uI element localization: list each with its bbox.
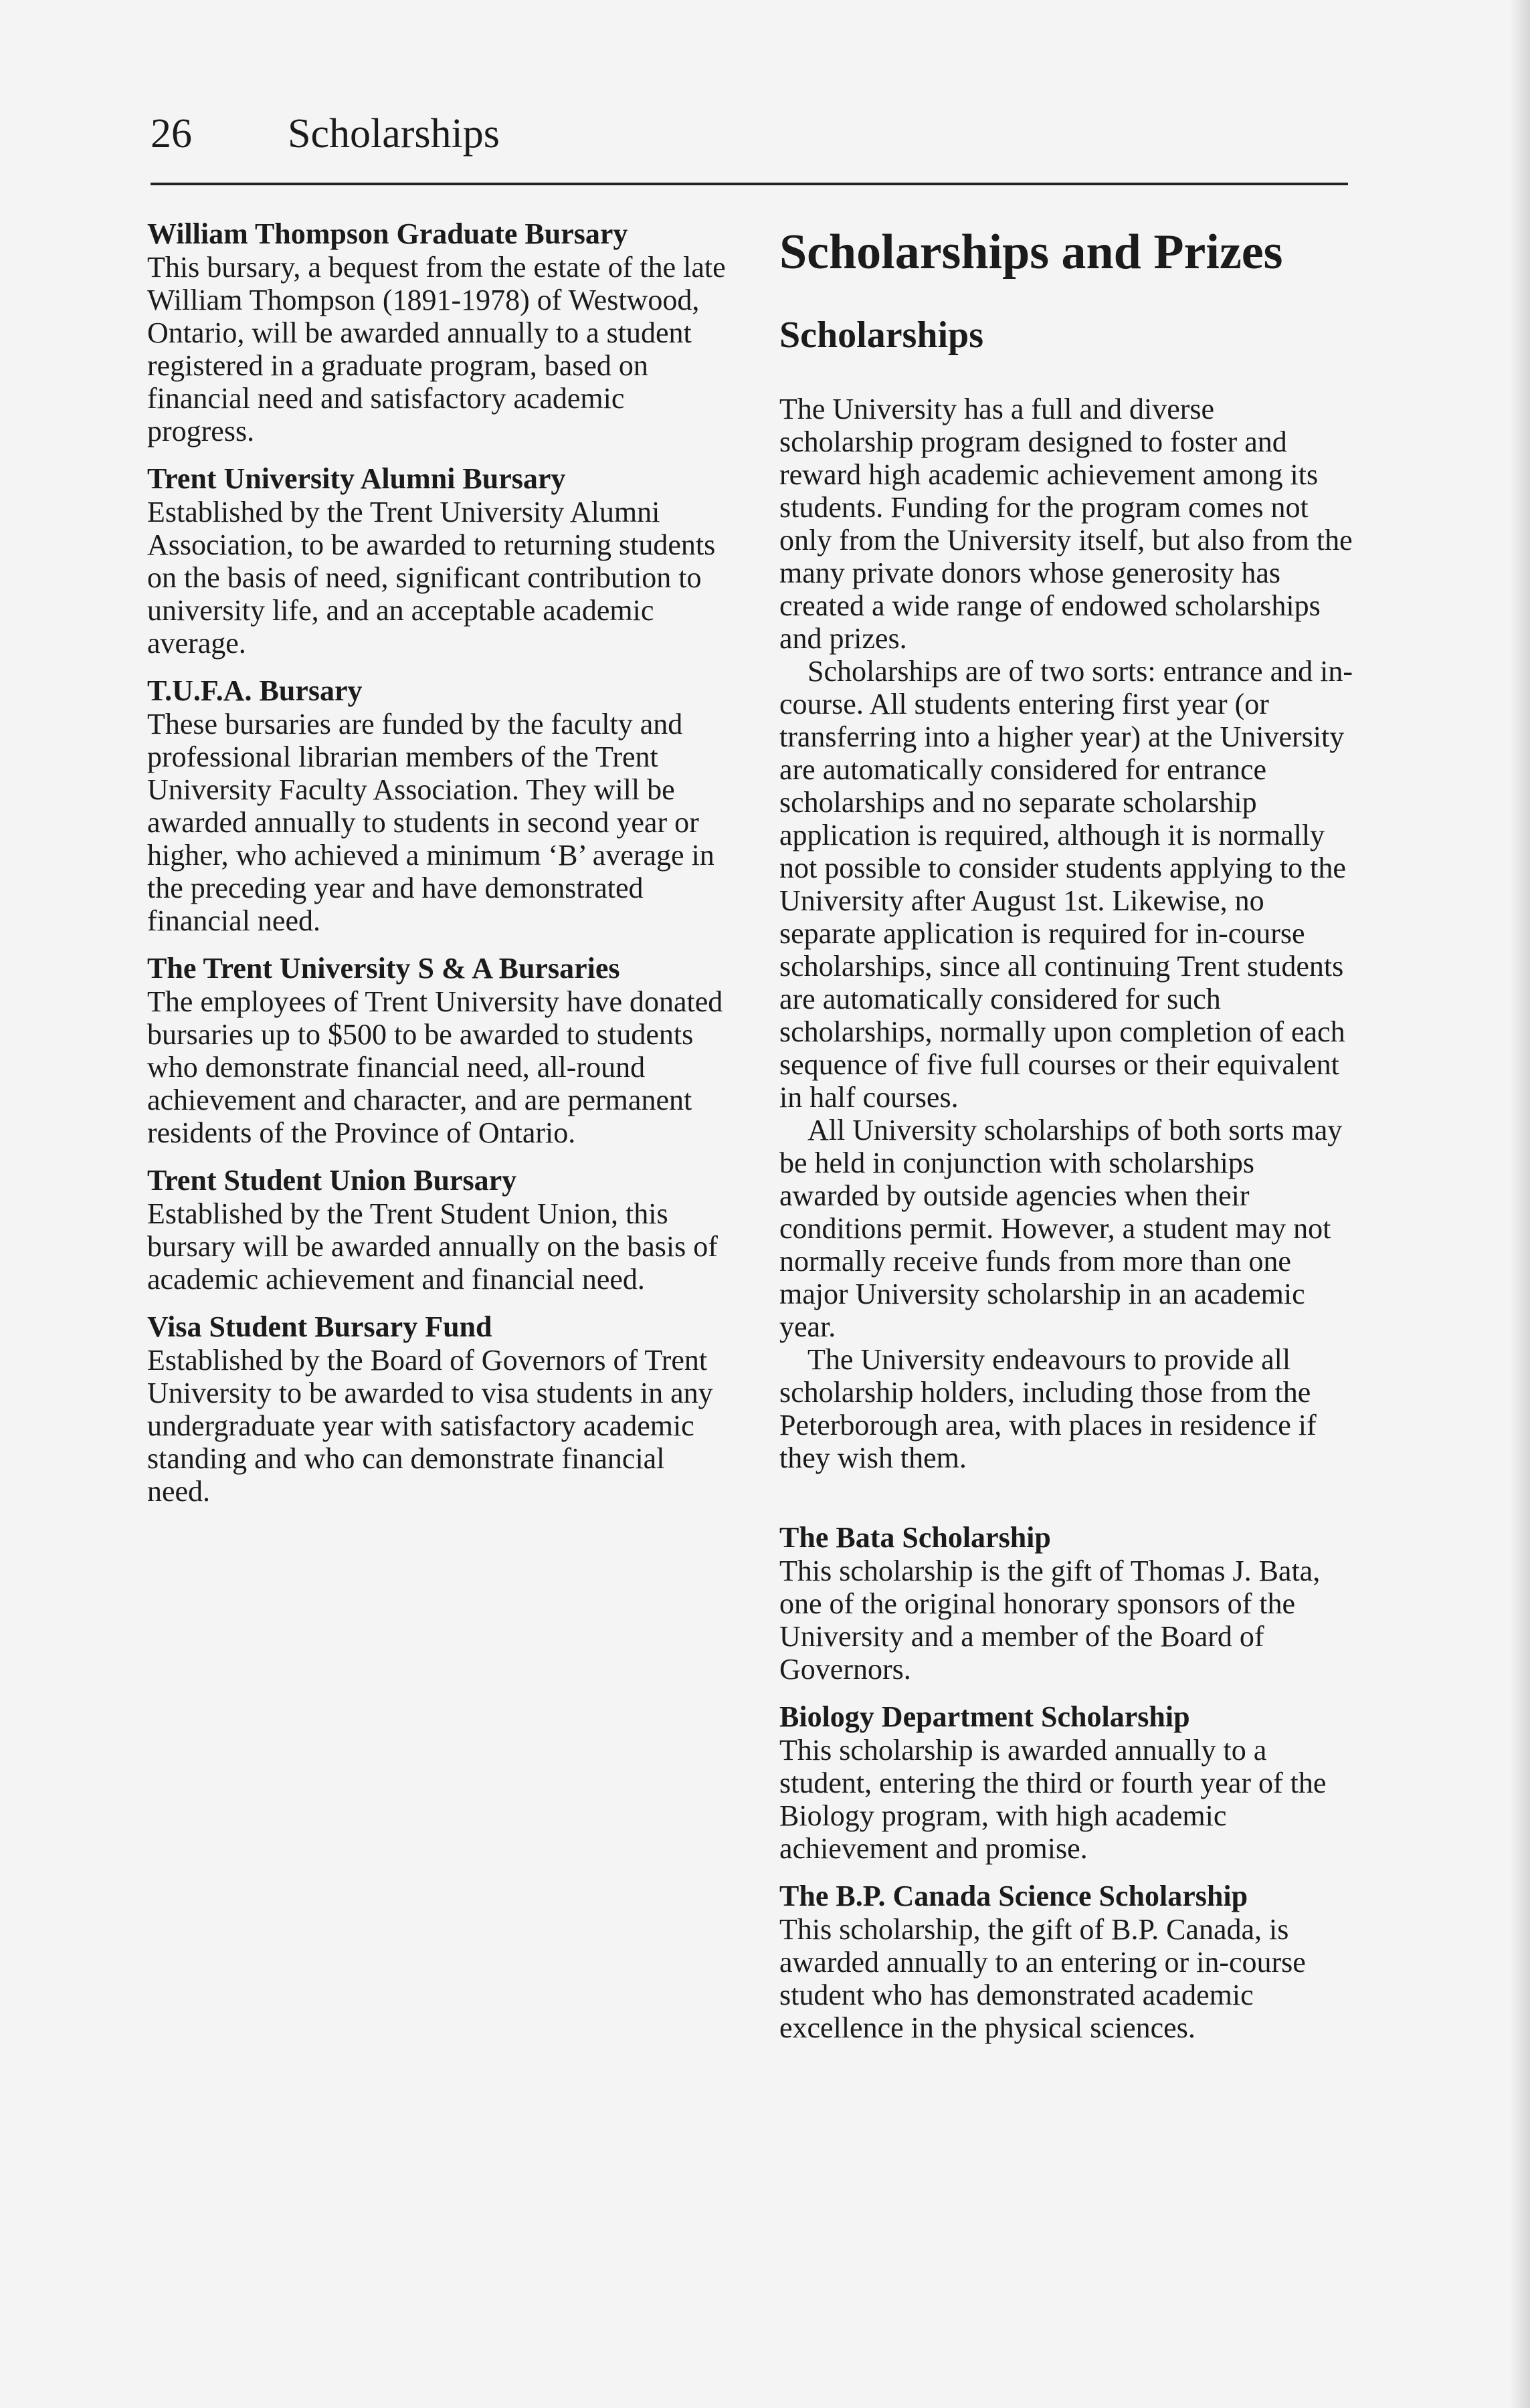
bursary-entry — [147, 217, 729, 447]
subsection-heading: Scholarships — [779, 314, 983, 356]
bursary-title: T.U.F.A. Bursary — [147, 674, 363, 707]
scholarship-title: The B.P. Canada Science Scholarship — [779, 1880, 1248, 1912]
intro-paragraph: Scholarships are of two sorts: entrance and in-course. All students entering first year (or transferring into a higher year) at the University are automatically considered for entrance scholarships and no separate scholarship application is required, although it is normally not possible to consider students applying to the University after August 1st. Likewise, no separate application is required for in-course scholarships, since all continuing Trent students are automatically considered for such scholarships, normally upon completion of each sequence of five full courses or their equivalent in half courses. — [779, 655, 1353, 1114]
scholarships-intro — [779, 393, 1355, 1474]
bursary-entry — [147, 1310, 729, 1508]
bursary-entry — [147, 462, 729, 660]
right-column — [779, 224, 1355, 2059]
header-rule — [151, 183, 1348, 185]
bursary-body: Established by the Trent Student Union, this bursary will be awarded annually on the basis of academic achievement and financial need. — [147, 1197, 718, 1296]
left-column — [147, 217, 729, 1522]
page-number: 26 — [151, 111, 192, 157]
bursary-title: The Trent University S & A Bursaries — [147, 952, 620, 985]
bursary-list — [147, 217, 729, 1508]
bursary-body: Established by the Trent University Alumni Association, to be awarded to returning students on the basis of need, significant contribution to university life, and an acceptable academic average. — [147, 496, 716, 660]
bursary-entry — [147, 952, 729, 1149]
scholarship-entry — [779, 1521, 1355, 1686]
bursary-body: The employees of Trent University have donated bursaries up to $500 to be awarded to students who demonstrate financial need, all-round achievement and character, and are permanent residents of the Province of Ontario. — [147, 985, 723, 1149]
bursary-body: These bursaries are funded by the faculty and professional librarian members of the Trent University Faculty Association. They will be awarded annually to students in second year or higher, who achieved a minimum ‘B’ average in the preceding year and have demonstrated financial need. — [147, 708, 714, 937]
scholarship-title: Biology Department Scholarship — [779, 1700, 1190, 1733]
scholarship-list — [779, 1521, 1355, 2044]
section-heading: Scholarships and Prizes — [779, 225, 1283, 280]
intro-paragraph: All University scholarships of both sorts may be held in conjunction with scholarships awarded by outside agencies when their conditions permit. However, a student may not normally receive funds from more than one major University scholarship in an academic year. — [779, 1114, 1343, 1343]
page-edge-shadow — [1510, 0, 1530, 2408]
bursary-title: Trent University Alumni Bursary — [147, 462, 566, 495]
scholarship-entry — [779, 1880, 1355, 2044]
intro-paragraph: The University endeavours to provide all scholarship holders, including those from the Peterborough area, with places in residence if they wish them. — [779, 1343, 1317, 1474]
scholarship-entry — [779, 1700, 1355, 1865]
bursary-entry — [147, 674, 729, 937]
bursary-body: Established by the Board of Governors of Trent University to be awarded to visa students in any undergraduate year with satisfactory academic standing and who can demonstrate financial need. — [147, 1344, 713, 1508]
bursary-title: Visa Student Bursary Fund — [147, 1310, 492, 1343]
bursary-body: This bursary, a bequest from the estate of the late William Thompson (1891-1978) of Westwood, Ontario, will be awarded annually to a student registered in a graduate program, based on financial need and satisfactory academic progress. — [147, 251, 726, 447]
scholarship-body: This scholarship is the gift of Thomas J. Bata, one of the original honorary sponsors of the University and a member of the Board of Governors. — [779, 1554, 1321, 1686]
running-header-title: Scholarships — [288, 111, 500, 157]
running-header — [151, 110, 1348, 157]
bursary-entry — [147, 1164, 729, 1296]
bursary-title: Trent Student Union Bursary — [147, 1164, 517, 1197]
scholarship-title: The Bata Scholarship — [779, 1521, 1051, 1554]
intro-paragraph: The University has a full and diverse scholarship program designed to foster and reward high academic achievement among its students. Funding for the program comes not only from the University itself, but also from the many private donors whose generosity has created a wide range of endowed scholarships and prizes. — [779, 393, 1353, 655]
bursary-title: William Thompson Graduate Bursary — [147, 217, 628, 250]
scholarship-body: This scholarship is awarded annually to a student, entering the third or fourth year of the Biology program, with high academic achievement and promise. — [779, 1734, 1327, 1865]
scholarship-body: This scholarship, the gift of B.P. Canada, is awarded annually to an entering or in-course student who has demonstrated academic excellence in the physical sciences. — [779, 1913, 1306, 2044]
